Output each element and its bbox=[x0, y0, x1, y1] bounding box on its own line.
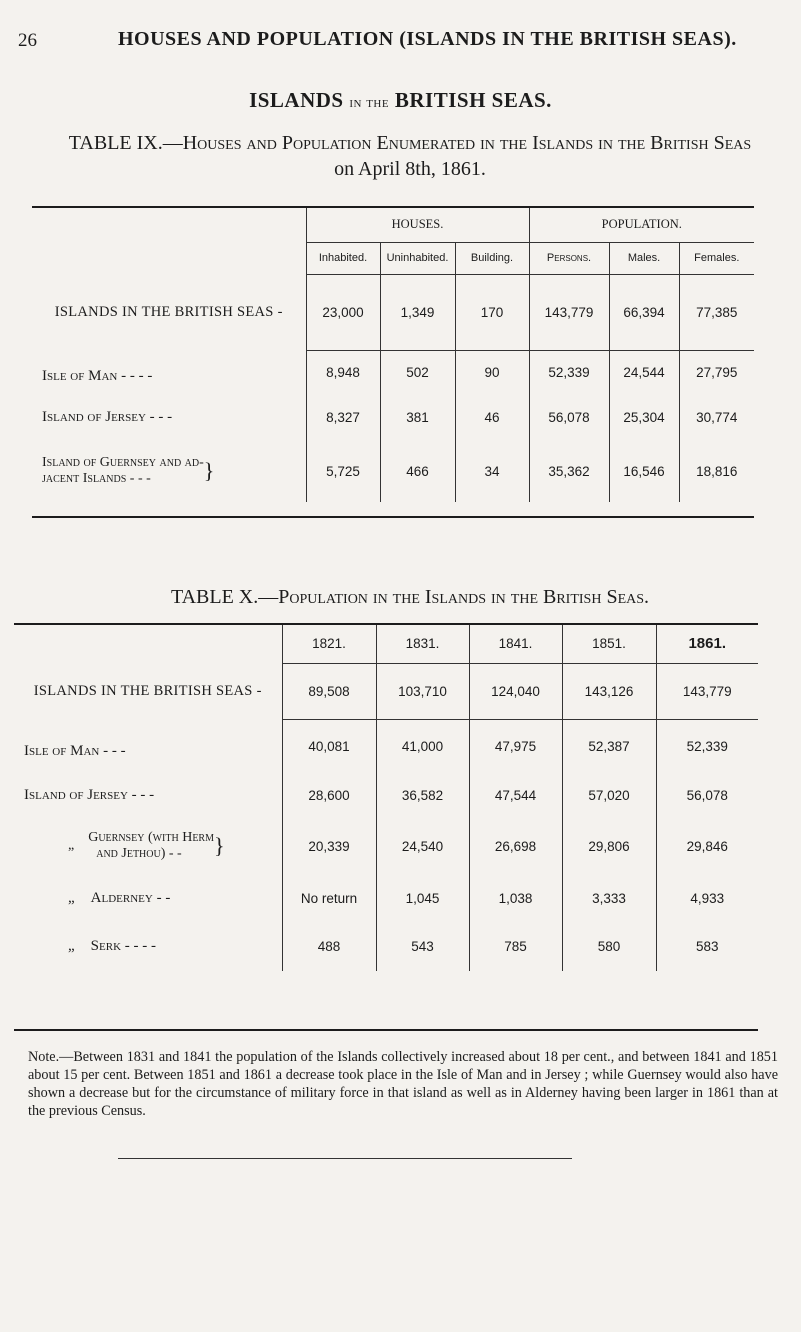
table-9-row-label: Island of Jersey - - - bbox=[42, 408, 173, 425]
table-9-col-building: Building. bbox=[455, 242, 529, 274]
table-10-cell: 4,933 bbox=[656, 875, 758, 921]
table-9-row-label-line1: Island of Guernsey and ad- bbox=[42, 455, 204, 470]
table-9-cell: 90 bbox=[455, 350, 529, 394]
table-9-row-label: Isle of Man - - - - bbox=[42, 367, 153, 384]
table-9-col-inhabited: Inhabited. bbox=[306, 242, 380, 274]
table-10-title-text: Population in the Islands in the British Seas. bbox=[278, 586, 650, 608]
table-10-cell: 29,806 bbox=[562, 817, 656, 875]
table-9-row-label bbox=[32, 440, 306, 502]
table-10-bottom-rule bbox=[14, 1029, 758, 1031]
table-10-cell: 28,600 bbox=[282, 773, 376, 817]
table-10-col-year: 1831. bbox=[376, 625, 469, 663]
table-9-title bbox=[40, 130, 780, 182]
table-9-title-line2: on April 8th, 1861. bbox=[334, 158, 486, 180]
table-9-bottom-rule bbox=[32, 516, 754, 518]
table-9-total-value: 1,349 bbox=[380, 274, 455, 350]
table-9-col-males: Males. bbox=[609, 242, 679, 274]
table-10-cell: 3,333 bbox=[562, 875, 656, 921]
table-10-cell: 52,387 bbox=[562, 719, 656, 773]
section-heading-part-a: ISLANDS bbox=[249, 88, 350, 112]
brace: } bbox=[203, 458, 215, 483]
table-9-col-uninhabited: Uninhabited. bbox=[380, 242, 455, 274]
table-9-cell: 34 bbox=[455, 440, 529, 502]
table-10-col-year: 1861. bbox=[656, 625, 758, 663]
table-10-col-year: 1821. bbox=[282, 625, 376, 663]
running-head: HOUSES AND POPULATION (ISLANDS IN THE BRITISH SEAS). bbox=[118, 28, 737, 50]
table-9 bbox=[32, 208, 754, 502]
table-10-cell: 1,045 bbox=[376, 875, 469, 921]
table-9-cell: 24,544 bbox=[609, 350, 679, 394]
table-9-row-label-text bbox=[42, 455, 204, 487]
table-10-col-year: 1841. bbox=[469, 625, 562, 663]
table-10-cell: 36,582 bbox=[376, 773, 469, 817]
table-9-total-label: ISLANDS IN THE BRITISH SEAS - bbox=[54, 303, 283, 320]
section-heading-part-b: in the bbox=[349, 95, 390, 111]
table-9-title-prefix: TABLE IX.— bbox=[68, 132, 183, 154]
table-9-total-value: 170 bbox=[455, 274, 529, 350]
table-10-row-label-line1: Guernsey (with Herm bbox=[88, 830, 214, 845]
table-9-corner bbox=[32, 208, 306, 242]
table-9-total-value: 66,394 bbox=[609, 274, 679, 350]
table-9-cell: 18,816 bbox=[679, 440, 754, 502]
table-10-cell: 52,339 bbox=[656, 719, 758, 773]
table-9-col-persons: Persons. bbox=[529, 242, 609, 274]
table-9-cell: 502 bbox=[380, 350, 455, 394]
table-10-row-label-line2: and Jethou) - - bbox=[96, 846, 182, 861]
table-10-cell: 543 bbox=[376, 921, 469, 971]
table-9-cell: 466 bbox=[380, 440, 455, 502]
table-9-cell: 16,546 bbox=[609, 440, 679, 502]
table-10-row-label bbox=[14, 817, 282, 875]
table-10-cell: 488 bbox=[282, 921, 376, 971]
table-10-row-label: Isle of Man - - - bbox=[24, 742, 126, 759]
table-10-title-prefix: TABLE X.— bbox=[170, 586, 279, 608]
table-10-cell: No return bbox=[282, 875, 376, 921]
table-10-cell: 41,000 bbox=[376, 719, 469, 773]
table-10-col-year: 1851. bbox=[562, 625, 656, 663]
table-10-cell: 47,975 bbox=[469, 719, 562, 773]
table-9-cell: 56,078 bbox=[529, 394, 609, 440]
table-10-total-value: 143,779 bbox=[656, 663, 758, 719]
table-9-corner-2 bbox=[32, 242, 306, 274]
table-10-total-value: 124,040 bbox=[469, 663, 562, 719]
table-10-cell: 583 bbox=[656, 921, 758, 971]
ditto-mark: „ bbox=[68, 889, 75, 906]
table-9-cell: 8,327 bbox=[306, 394, 380, 440]
table-9-cell: 46 bbox=[455, 394, 529, 440]
table-10-cell: 40,081 bbox=[282, 719, 376, 773]
table-9-total-value: 143,779 bbox=[529, 274, 609, 350]
table-9-total-value: 23,000 bbox=[306, 274, 380, 350]
table-9-col-females: Females. bbox=[679, 242, 754, 274]
section-heading-part-c: BRITISH SEAS. bbox=[389, 88, 552, 112]
table-9-cell: 5,725 bbox=[306, 440, 380, 502]
table-9-cell: 27,795 bbox=[679, 350, 754, 394]
table-10-row-label bbox=[14, 921, 282, 971]
table-10-cell: 29,846 bbox=[656, 817, 758, 875]
table-10-row-label-text: Serk - - - - bbox=[90, 937, 156, 954]
table-10-total-value: 89,508 bbox=[282, 663, 376, 719]
table-10-total-value: 143,126 bbox=[562, 663, 656, 719]
table-10 bbox=[14, 625, 758, 971]
footnote: Note.—Between 1831 and 1841 the population of the Islands collectively increased about 18 per cent., and between 1841 and 1851 about 15 per cent. Between 1851 and 1861 a decrease took place in the Isle of Man and in Jersey ; while Guernsey would also have shown a decrease but for the circumstance of military force in that island as well as in Alderney having been larger in 1861 than at the previous Census. bbox=[28, 1049, 778, 1119]
table-10-row-label bbox=[14, 875, 282, 921]
table-10-cell: 26,698 bbox=[469, 817, 562, 875]
table-9-cell: 30,774 bbox=[679, 394, 754, 440]
table-10-total-label: ISLANDS IN THE BRITISH SEAS - bbox=[33, 682, 262, 699]
table-10-cell: 20,339 bbox=[282, 817, 376, 875]
table-9-total-value: 77,385 bbox=[679, 274, 754, 350]
table-9-cell: 25,304 bbox=[609, 394, 679, 440]
closing-rule bbox=[118, 1158, 572, 1159]
table-9-cell: 35,362 bbox=[529, 440, 609, 502]
table-10-row-label-text bbox=[88, 830, 214, 862]
table-10-cell: 1,038 bbox=[469, 875, 562, 921]
table-10-row-label-text: Alderney - - bbox=[90, 889, 171, 906]
table-10-cell: 785 bbox=[469, 921, 562, 971]
table-9-cell: 8,948 bbox=[306, 350, 380, 394]
table-9-cell: 381 bbox=[380, 394, 455, 440]
table-9-group-population: POPULATION. bbox=[529, 208, 754, 242]
table-10-row-label: Island of Jersey - - - bbox=[24, 786, 155, 803]
table-9-title-text: Houses and Population Enumerated in the Islands in the British Seas bbox=[182, 132, 752, 154]
table-10-cell: 57,020 bbox=[562, 773, 656, 817]
table-9-row-label-line2: jacent Islands - - - bbox=[42, 471, 151, 486]
section-heading bbox=[0, 88, 801, 113]
table-10-corner bbox=[14, 625, 282, 663]
table-10-cell: 56,078 bbox=[656, 773, 758, 817]
table-9-group-houses: HOUSES. bbox=[306, 208, 529, 242]
table-10-cell: 24,540 bbox=[376, 817, 469, 875]
table-10-title bbox=[40, 586, 780, 609]
table-10-cell: 47,544 bbox=[469, 773, 562, 817]
page-number: 26 bbox=[18, 30, 37, 51]
brace: } bbox=[213, 833, 225, 858]
table-10-total-value: 103,710 bbox=[376, 663, 469, 719]
ditto-mark: „ bbox=[68, 838, 75, 853]
table-10-cell: 580 bbox=[562, 921, 656, 971]
table-9-cell: 52,339 bbox=[529, 350, 609, 394]
ditto-mark: „ bbox=[68, 937, 75, 954]
